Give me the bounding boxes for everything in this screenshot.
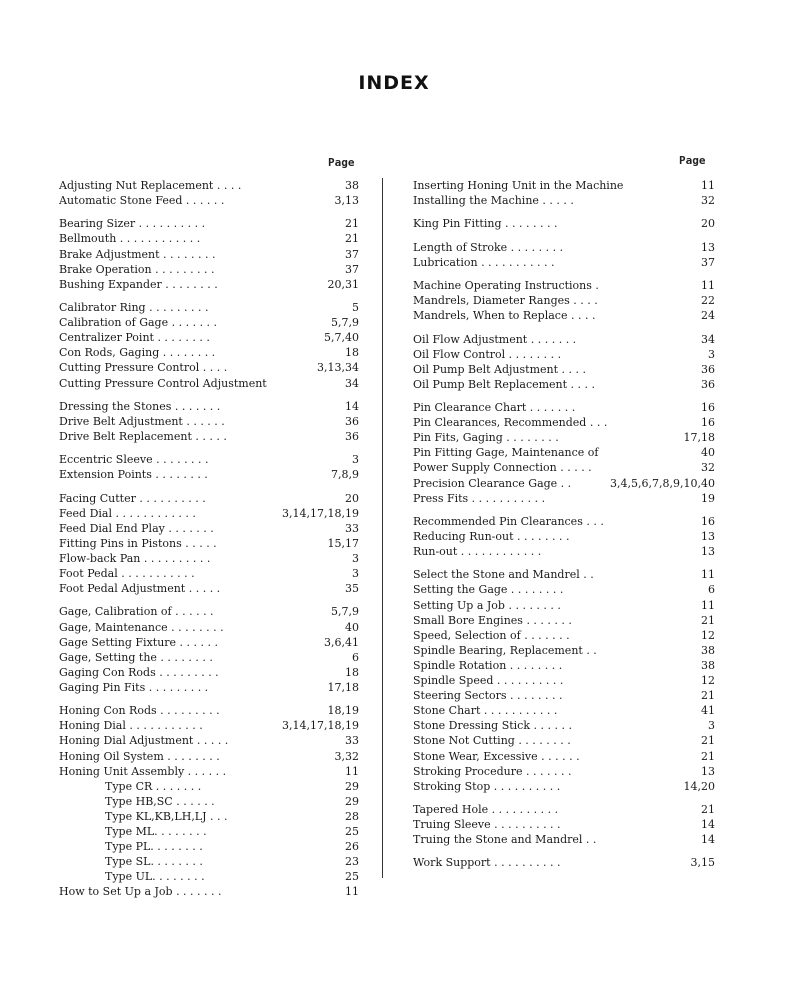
index-group bbox=[59, 399, 359, 444]
index-group bbox=[59, 703, 359, 899]
entry-label: Gage Setting Fixture . . . . . . bbox=[59, 635, 219, 649]
entry-label: Oil Flow Adjustment . . . . . . . bbox=[413, 332, 577, 346]
entry-label: Speed, Selection of . . . . . . . bbox=[413, 628, 570, 642]
entry-page-numbers: 13 bbox=[701, 530, 715, 543]
index-entry bbox=[59, 749, 359, 764]
entry-label: Honing Unit Assembly . . . . . . bbox=[59, 764, 227, 778]
entry-page-numbers: 17,18 bbox=[327, 680, 359, 694]
index-entry bbox=[59, 247, 359, 262]
index-entry bbox=[59, 620, 359, 635]
index-entry bbox=[413, 240, 715, 255]
index-entry bbox=[413, 400, 715, 415]
index-entry bbox=[59, 376, 359, 391]
entry-label: Honing Dial Adjustment . . . . . bbox=[59, 734, 229, 748]
entry-page-numbers: 37 bbox=[345, 247, 359, 261]
index-entry bbox=[59, 231, 359, 246]
entry-label: Gage, Maintenance . . . . . . . . bbox=[59, 620, 224, 634]
entry-label: Eccentric Sleeve . . . . . . . . bbox=[59, 453, 209, 467]
index-entry bbox=[413, 193, 715, 208]
entry-label: Brake Adjustment . . . . . . . . bbox=[59, 247, 216, 261]
entry-label: Pin Fitting Gage, Maintenance of bbox=[413, 446, 599, 460]
index-entry bbox=[413, 308, 715, 323]
index-entry bbox=[413, 255, 715, 270]
index-entry bbox=[413, 445, 715, 460]
index-entry bbox=[413, 673, 715, 688]
index-entry bbox=[413, 658, 715, 673]
entry-page-numbers: 21 bbox=[345, 217, 359, 231]
entry-page-numbers: 11 bbox=[701, 568, 715, 582]
entry-page-numbers: 6 bbox=[708, 583, 715, 597]
index-entry bbox=[413, 278, 715, 293]
index-entry bbox=[413, 613, 715, 628]
entry-page-numbers: 13 bbox=[701, 240, 715, 254]
index-entry bbox=[413, 855, 715, 870]
entry-label: Honing Oil System . . . . . . . . bbox=[59, 749, 220, 763]
entry-label: Con Rods, Gaging . . . . . . . . bbox=[59, 346, 216, 360]
entry-label: Power Supply Connection . . . . . bbox=[413, 461, 592, 475]
entry-page-numbers: 19 bbox=[701, 491, 715, 505]
index-column-left bbox=[59, 178, 359, 908]
entry-page-numbers: 3 bbox=[352, 552, 359, 565]
entry-label: Type SL. . . . . . . . bbox=[105, 855, 203, 869]
entry-page-numbers: 14 bbox=[701, 818, 715, 832]
entry-page-numbers: 33 bbox=[345, 734, 359, 748]
entry-page-numbers: 21 bbox=[701, 613, 715, 627]
entry-label: Spindle Rotation . . . . . . . . bbox=[413, 658, 563, 672]
entry-page-numbers: 3,13 bbox=[334, 194, 359, 208]
entry-page-numbers: 34 bbox=[701, 332, 715, 346]
index-entry bbox=[413, 476, 715, 491]
entry-label: Bushing Expander . . . . . . . . bbox=[59, 277, 218, 291]
entry-page-numbers: 3 bbox=[708, 719, 715, 733]
entry-label: Tapered Hole . . . . . . . . . . bbox=[413, 802, 559, 816]
entry-page-numbers: 21 bbox=[701, 749, 715, 763]
entry-label: Type KL,KB,LH,LJ . . . bbox=[105, 809, 228, 823]
index-entry bbox=[59, 718, 359, 733]
entry-page-numbers: 21 bbox=[345, 232, 359, 246]
index-entry bbox=[413, 293, 715, 308]
entry-label: Facing Cutter . . . . . . . . . . bbox=[59, 491, 206, 505]
entry-page-numbers: 21 bbox=[701, 689, 715, 703]
entry-label: Run-out . . . . . . . . . . . . bbox=[413, 545, 542, 559]
entry-label: Stroking Procedure . . . . . . . bbox=[413, 764, 572, 778]
entry-label: Gaging Pin Fits . . . . . . . . . bbox=[59, 680, 209, 694]
entry-page-numbers: 36 bbox=[345, 429, 359, 443]
entry-label: Extension Points . . . . . . . . bbox=[59, 468, 208, 482]
index-group bbox=[413, 855, 715, 870]
index-entry bbox=[413, 832, 715, 847]
index-entry bbox=[59, 330, 359, 345]
index-entry bbox=[413, 598, 715, 613]
index-entry bbox=[59, 551, 359, 566]
index-group bbox=[413, 240, 715, 270]
index-entry bbox=[413, 628, 715, 643]
index-group bbox=[413, 802, 715, 847]
index-entry bbox=[59, 650, 359, 665]
index-entry bbox=[59, 521, 359, 536]
entry-label: Centralizer Point . . . . . . . . bbox=[59, 331, 210, 345]
index-entry bbox=[59, 506, 359, 521]
entry-label: Oil Pump Belt Replacement . . . . bbox=[413, 377, 596, 391]
entry-label: Stroking Stop . . . . . . . . . . bbox=[413, 779, 561, 793]
entry-label: Calibration of Gage . . . . . . . bbox=[59, 316, 218, 330]
entry-label: Pin Clearances, Recommended . . . bbox=[413, 416, 608, 430]
index-column-right bbox=[413, 178, 715, 879]
index-entry bbox=[413, 332, 715, 347]
entry-page-numbers: 35 bbox=[345, 582, 359, 596]
index-entry bbox=[413, 817, 715, 832]
entry-label: Stone Dressing Stick . . . . . . bbox=[413, 719, 572, 733]
entry-label: Feed Dial End Play . . . . . . . bbox=[59, 521, 214, 535]
entry-page-numbers: 25 bbox=[345, 870, 359, 884]
index-subentry bbox=[59, 809, 359, 824]
entry-page-numbers: 11 bbox=[701, 598, 715, 612]
index-subentry bbox=[59, 869, 359, 884]
entry-label: Stone Chart . . . . . . . . . . . bbox=[413, 704, 558, 718]
index-entry bbox=[59, 566, 359, 581]
index-entry bbox=[59, 193, 359, 208]
index-group bbox=[413, 332, 715, 392]
entry-page-numbers: 20,31 bbox=[327, 277, 359, 291]
index-entry bbox=[59, 452, 359, 467]
entry-page-numbers: 3,14,17,18,19 bbox=[282, 719, 359, 733]
entry-page-numbers: 16 bbox=[701, 416, 715, 430]
entry-page-numbers: 14 bbox=[701, 833, 715, 847]
entry-label: Bellmouth . . . . . . . . . . . . bbox=[59, 232, 201, 246]
entry-label: Adjusting Nut Replacement . . . . bbox=[59, 179, 242, 192]
index-group bbox=[59, 300, 359, 391]
entry-page-numbers: 29 bbox=[345, 794, 359, 808]
index-group bbox=[413, 178, 715, 208]
entry-page-numbers: 26 bbox=[345, 840, 359, 854]
entry-label: Dressing the Stones . . . . . . . bbox=[59, 399, 221, 413]
entry-label: Calibrator Ring . . . . . . . . . bbox=[59, 301, 209, 315]
entry-page-numbers: 6 bbox=[352, 650, 359, 664]
index-entry bbox=[59, 178, 359, 193]
index-entry bbox=[413, 733, 715, 748]
entry-page-numbers: 11 bbox=[345, 764, 359, 778]
index-entry bbox=[413, 529, 715, 544]
entry-page-numbers: 25 bbox=[345, 824, 359, 838]
index-entry bbox=[59, 345, 359, 360]
entry-page-numbers: 37 bbox=[345, 262, 359, 276]
entry-page-numbers: 16 bbox=[701, 401, 715, 415]
index-entry bbox=[413, 362, 715, 377]
index-entry bbox=[59, 884, 359, 899]
index-entry bbox=[59, 262, 359, 277]
index-group bbox=[413, 278, 715, 323]
entry-page-numbers: 32 bbox=[701, 194, 715, 208]
entry-label: Spindle Bearing, Replacement . . bbox=[413, 643, 597, 657]
entry-label: Inserting Honing Unit in the Machine bbox=[413, 179, 624, 192]
index-entry bbox=[59, 764, 359, 779]
index-entry bbox=[413, 764, 715, 779]
entry-page-numbers: 32 bbox=[701, 461, 715, 475]
entry-label: Brake Operation . . . . . . . . . bbox=[59, 262, 215, 276]
index-entry bbox=[59, 491, 359, 506]
entry-page-numbers: 37 bbox=[701, 255, 715, 269]
entry-label: Drive Belt Replacement . . . . . bbox=[59, 429, 227, 443]
index-group bbox=[413, 400, 715, 506]
entry-label: Stone Wear, Excessive . . . . . . bbox=[413, 749, 580, 763]
index-group bbox=[59, 604, 359, 695]
entry-page-numbers: 20 bbox=[345, 491, 359, 505]
entry-page-numbers: 38 bbox=[345, 179, 359, 192]
entry-page-numbers: 33 bbox=[345, 521, 359, 535]
index-entry bbox=[413, 582, 715, 597]
entry-page-numbers: 23 bbox=[345, 855, 359, 869]
entry-page-numbers: 36 bbox=[345, 414, 359, 428]
index-entry bbox=[59, 733, 359, 748]
entry-label: Select the Stone and Mandrel . . bbox=[413, 568, 594, 582]
entry-page-numbers: 41 bbox=[701, 704, 715, 718]
entry-page-numbers: 11 bbox=[701, 279, 715, 293]
index-subentry bbox=[59, 794, 359, 809]
entry-page-numbers: 3,13,34 bbox=[317, 361, 359, 375]
entry-label: Length of Stroke . . . . . . . . bbox=[413, 240, 564, 254]
entry-page-numbers: 21 bbox=[701, 734, 715, 748]
index-entry bbox=[413, 802, 715, 817]
entry-label: Feed Dial . . . . . . . . . . . . bbox=[59, 506, 196, 520]
index-entry bbox=[59, 360, 359, 375]
index-entry bbox=[59, 414, 359, 429]
entry-page-numbers: 18 bbox=[345, 665, 359, 679]
entry-label: Automatic Stone Feed . . . . . . bbox=[59, 194, 225, 208]
entry-label: Installing the Machine . . . . . bbox=[413, 194, 574, 208]
entry-page-numbers: 28 bbox=[345, 809, 359, 823]
entry-label: Oil Flow Control . . . . . . . . bbox=[413, 347, 562, 361]
index-entry bbox=[59, 635, 359, 650]
entry-label: Pin Clearance Chart . . . . . . . bbox=[413, 401, 576, 415]
page-title: INDEX bbox=[358, 72, 430, 94]
entry-label: Foot Pedal . . . . . . . . . . . bbox=[59, 567, 195, 581]
entry-label: Honing Dial . . . . . . . . . . . bbox=[59, 719, 203, 733]
entry-label: Bearing Sizer . . . . . . . . . . bbox=[59, 217, 206, 231]
index-entry bbox=[59, 315, 359, 330]
entry-page-numbers: 38 bbox=[701, 658, 715, 672]
index-entry bbox=[59, 581, 359, 596]
entry-page-numbers: 21 bbox=[701, 802, 715, 816]
entry-page-numbers: 3,4,5,6,7,8,9,10,40 bbox=[610, 476, 715, 490]
entry-label: Steering Sectors . . . . . . . . bbox=[413, 689, 563, 703]
index-subentry bbox=[59, 839, 359, 854]
entry-page-numbers: 3,15 bbox=[690, 856, 715, 870]
entry-page-numbers: 20 bbox=[701, 217, 715, 231]
index-group bbox=[413, 514, 715, 559]
index-group bbox=[59, 452, 359, 482]
index-entry bbox=[413, 415, 715, 430]
index-entry bbox=[59, 467, 359, 482]
entry-label: Truing Sleeve . . . . . . . . . . bbox=[413, 818, 561, 832]
entry-label: Setting the Gage . . . . . . . . bbox=[413, 583, 564, 597]
entry-page-numbers: 3 bbox=[352, 453, 359, 467]
column-divider bbox=[382, 178, 383, 878]
entry-label: Cutting Pressure Control . . . . bbox=[59, 361, 228, 375]
entry-page-numbers: 3,32 bbox=[334, 749, 359, 763]
index-entry bbox=[59, 703, 359, 718]
entry-page-numbers: 34 bbox=[345, 376, 359, 390]
entry-label: Cutting Pressure Control Adjustment bbox=[59, 376, 267, 390]
entry-page-numbers: 14,20 bbox=[683, 779, 715, 793]
index-entry bbox=[59, 429, 359, 444]
entry-label: Flow-back Pan . . . . . . . . . . bbox=[59, 552, 211, 565]
index-entry bbox=[59, 665, 359, 680]
index-entry bbox=[413, 460, 715, 475]
entry-page-numbers: 18,19 bbox=[327, 704, 359, 718]
index-entry bbox=[59, 300, 359, 315]
entry-label: Press Fits . . . . . . . . . . . bbox=[413, 491, 546, 505]
entry-label: Mandrels, When to Replace . . . . bbox=[413, 309, 596, 323]
entry-page-numbers: 16 bbox=[701, 514, 715, 528]
index-group bbox=[413, 567, 715, 793]
entry-label: Gaging Con Rods . . . . . . . . . bbox=[59, 665, 219, 679]
entry-page-numbers: 7,8,9 bbox=[331, 468, 359, 482]
entry-page-numbers: 5 bbox=[352, 301, 359, 315]
entry-page-numbers: 3 bbox=[708, 347, 715, 361]
entry-page-numbers: 5,7,9 bbox=[331, 316, 359, 330]
entry-label: Type UL. . . . . . . . bbox=[105, 870, 205, 884]
entry-page-numbers: 17,18 bbox=[683, 431, 715, 445]
entry-label: Type CR . . . . . . . bbox=[105, 779, 202, 793]
index-entry bbox=[413, 514, 715, 529]
entry-page-numbers: 3 bbox=[352, 567, 359, 581]
index-entry bbox=[413, 377, 715, 392]
index-group bbox=[59, 216, 359, 291]
entry-label: Recommended Pin Clearances . . . bbox=[413, 514, 604, 528]
entry-page-numbers: 3,6,41 bbox=[324, 635, 359, 649]
entry-label: King Pin Fitting . . . . . . . . bbox=[413, 217, 558, 231]
index-entry bbox=[413, 749, 715, 764]
index-entry bbox=[413, 567, 715, 582]
entry-label: Gage, Setting the . . . . . . . . bbox=[59, 650, 213, 664]
index-entry bbox=[59, 680, 359, 695]
entry-page-numbers: 38 bbox=[701, 643, 715, 657]
entry-label: Small Bore Engines . . . . . . . bbox=[413, 613, 572, 627]
entry-page-numbers: 36 bbox=[701, 377, 715, 391]
entry-label: Lubrication . . . . . . . . . . . bbox=[413, 255, 555, 269]
index-entry bbox=[413, 718, 715, 733]
entry-page-numbers: 5,7,40 bbox=[324, 331, 359, 345]
entry-page-numbers: 29 bbox=[345, 779, 359, 793]
index-group bbox=[59, 178, 359, 208]
entry-label: Type ML. . . . . . . . bbox=[105, 824, 207, 838]
entry-page-numbers: 12 bbox=[701, 628, 715, 642]
entry-label: Drive Belt Adjustment . . . . . . bbox=[59, 414, 225, 428]
entry-page-numbers: 11 bbox=[701, 179, 715, 192]
entry-page-numbers: 15,17 bbox=[327, 536, 359, 550]
entry-page-numbers: 3,14,17,18,19 bbox=[282, 506, 359, 520]
index-subentry bbox=[59, 854, 359, 869]
entry-label: Precision Clearance Gage . . bbox=[413, 476, 572, 490]
index-entry bbox=[59, 536, 359, 551]
index-entry bbox=[413, 347, 715, 362]
index-entry bbox=[413, 216, 715, 231]
index-entry bbox=[413, 703, 715, 718]
index-entry bbox=[413, 688, 715, 703]
entry-page-numbers: 18 bbox=[345, 346, 359, 360]
index-entry bbox=[413, 491, 715, 506]
index-subentry bbox=[59, 824, 359, 839]
entry-label: Machine Operating Instructions . bbox=[413, 279, 599, 293]
entry-label: Foot Pedal Adjustment . . . . . bbox=[59, 582, 221, 596]
index-entry bbox=[413, 779, 715, 794]
index-entry bbox=[59, 277, 359, 292]
entry-page-numbers: 22 bbox=[701, 294, 715, 308]
entry-label: Setting Up a Job . . . . . . . . bbox=[413, 598, 561, 612]
entry-label: Stone Not Cutting . . . . . . . . bbox=[413, 734, 571, 748]
index-entry bbox=[413, 643, 715, 658]
entry-page-numbers: 14 bbox=[345, 399, 359, 413]
index-entry bbox=[413, 178, 715, 193]
entry-label: Work Support . . . . . . . . . . bbox=[413, 856, 561, 870]
entry-page-numbers: 12 bbox=[701, 674, 715, 688]
entry-page-numbers: 13 bbox=[701, 545, 715, 559]
entry-label: Pin Fits, Gaging . . . . . . . . bbox=[413, 431, 559, 445]
entry-label: Truing the Stone and Mandrel . . bbox=[413, 833, 597, 847]
entry-label: Mandrels, Diameter Ranges . . . . bbox=[413, 294, 598, 308]
entry-page-numbers: 40 bbox=[345, 620, 359, 634]
entry-label: Type HB,SC . . . . . . bbox=[105, 794, 215, 808]
entry-page-numbers: 36 bbox=[701, 362, 715, 376]
entry-page-numbers: 13 bbox=[701, 764, 715, 778]
entry-label: Reducing Run-out . . . . . . . . bbox=[413, 530, 570, 543]
entry-label: Type PL. . . . . . . . bbox=[105, 840, 203, 854]
index-entry bbox=[59, 604, 359, 619]
index-group bbox=[413, 216, 715, 231]
entry-page-numbers: 24 bbox=[701, 309, 715, 323]
entry-label: Fitting Pins in Pistons . . . . . bbox=[59, 536, 217, 550]
index-entry bbox=[59, 399, 359, 414]
page-column-header-right: Page bbox=[679, 154, 706, 167]
entry-page-numbers: 40 bbox=[701, 446, 715, 460]
entry-label: Oil Pump Belt Adjustment . . . . bbox=[413, 362, 586, 376]
index-entry bbox=[59, 216, 359, 231]
entry-label: Spindle Speed . . . . . . . . . . bbox=[413, 674, 564, 688]
entry-label: Gage, Calibration of . . . . . . bbox=[59, 605, 214, 619]
index-group bbox=[59, 491, 359, 597]
index-entry bbox=[413, 430, 715, 445]
page-column-header-left: Page bbox=[328, 156, 355, 169]
entry-page-numbers: 5,7,9 bbox=[331, 605, 359, 619]
index-entry bbox=[413, 544, 715, 559]
index-subentry bbox=[59, 779, 359, 794]
entry-label: How to Set Up a Job . . . . . . . bbox=[59, 885, 222, 899]
entry-label: Honing Con Rods . . . . . . . . . bbox=[59, 704, 220, 718]
entry-page-numbers: 11 bbox=[345, 885, 359, 899]
